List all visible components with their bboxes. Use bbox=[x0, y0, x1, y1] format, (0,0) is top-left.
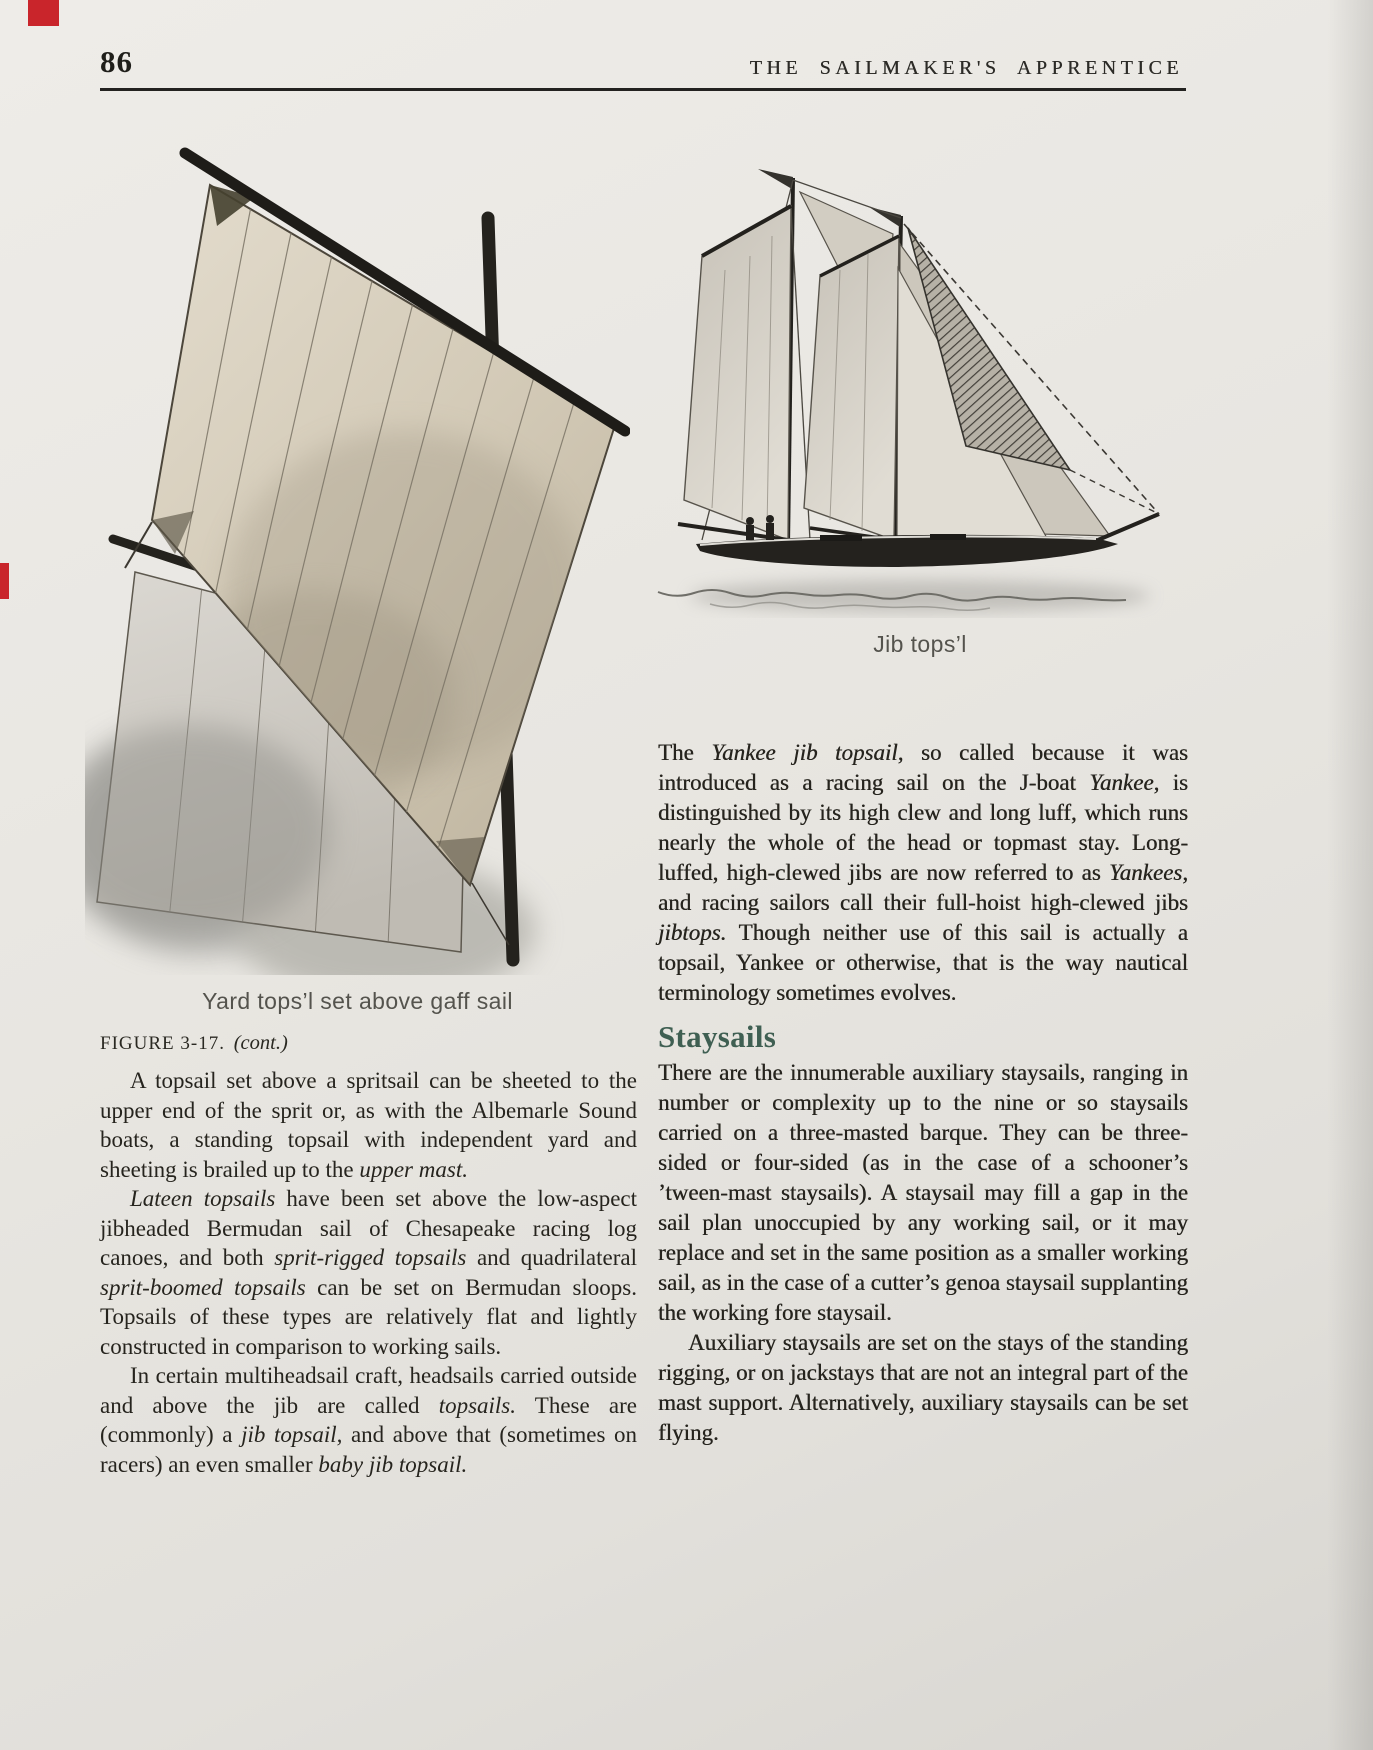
bowsprit bbox=[1098, 514, 1159, 540]
paragraph: There are the innumerable auxiliary staysails, ranging in number or complexity up to the nine or so staysails carried on a three-masted barque. They can be three-sided or four-sided (as in the case of a schooner’s ’tween-mast staysails). A staysail may fill a gap in the sail plan unoccupied by any working sail, or it may replace and set in the same position as a smaller working sail, as in the case of a cutter’s genoa staysail supplanting the working fore staysail. bbox=[658, 1060, 1188, 1325]
left-column bbox=[100, 1066, 637, 1479]
hull bbox=[696, 535, 1118, 567]
figure-number: FIGURE 3-17. bbox=[100, 1033, 225, 1054]
section-heading-staysails: Staysails bbox=[658, 1019, 777, 1054]
paragraph: Auxiliary staysails are set on the stays of the standing rigging, or on jackstays that are not an integral part of the mast support. Alternatively, auxiliary staysails can be set flying. bbox=[658, 1330, 1188, 1445]
figure-label bbox=[100, 1032, 288, 1055]
yard-topsail-illustration bbox=[85, 140, 630, 975]
scan-artifact-left bbox=[0, 563, 9, 599]
figure-jib-topsail bbox=[650, 148, 1190, 658]
header-rule bbox=[100, 88, 1186, 91]
fore-gaff-sail bbox=[804, 236, 899, 540]
scan-artifact-top bbox=[28, 0, 59, 26]
page-number: 86 bbox=[100, 44, 133, 79]
paragraph: Lateen topsails have been set above the low-aspect jibheaded Bermudan sail of Chesapeake racing log canoes, and both sprit-rigged topsails and quadrilateral sprit-boomed topsails can be set on Bermudan sloops. Topsails of these types are relatively flat and lightly constructed in comparison to working sails. bbox=[100, 1186, 638, 1359]
main-gaff-sail bbox=[684, 206, 791, 540]
paragraph: In certain multiheadsail craft, headsails carried outside and above the jib are called topsails. These are (commonly) a jib topsail, and above that (sometimes on racers) an even smaller baby jib topsail. bbox=[100, 1363, 637, 1477]
paragraph: The Yankee jib topsail, so called because it was introduced as a racing sail on the J-boat Yankee, is distinguished by its high clew and long luff, which runs nearly the whole of the head or topmast stay. Long-luffed, high-clewed jibs are now referred to as Yankees, and racing sailors call their full-hoist high-clewed jibs jibtops. Though neither use of this sail is actually a topsail, Yankee or otherwise, that is the way nautical terminology sometimes evolves. bbox=[658, 740, 1189, 1005]
running-head: THE SAILMAKER'S APPRENTICE bbox=[749, 57, 1183, 79]
deckhouse bbox=[820, 535, 862, 541]
right-column bbox=[658, 738, 1188, 1448]
figure-yard-topsail bbox=[85, 140, 630, 1015]
figure-caption-yard-topsail: Yard tops’l set above gaff sail bbox=[202, 988, 513, 1014]
figure-caption-jib-topsail: Jib tops’l bbox=[873, 631, 967, 657]
deckhouse bbox=[930, 534, 966, 540]
pennant-flag bbox=[758, 169, 793, 189]
figure-continued: (cont.) bbox=[233, 1032, 288, 1054]
paragraph: A topsail set above a spritsail can be sheeted to the upper end of the sprit or, as with the Albemarle Sound boats, a standing topsail with independent yard and sheeting is brailed up to the upper mast. bbox=[100, 1068, 637, 1182]
schooner-illustration bbox=[650, 148, 1190, 618]
